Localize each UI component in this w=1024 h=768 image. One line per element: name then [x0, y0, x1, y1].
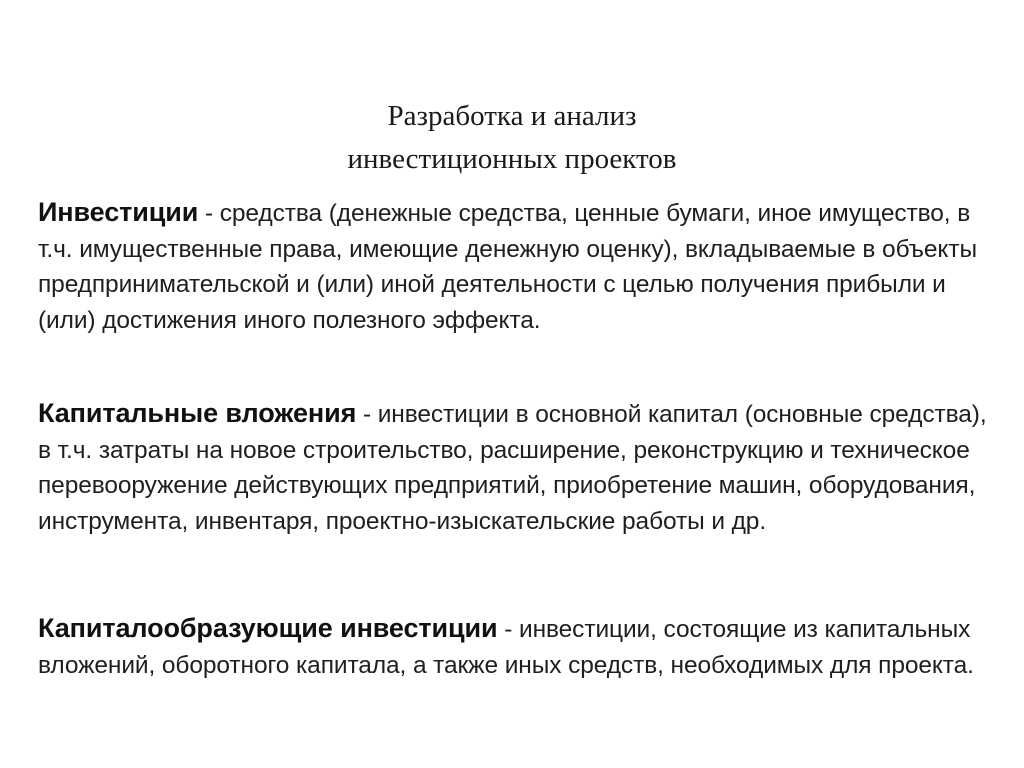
term-capital-forming-investments: Капиталообразующие инвестиции: [38, 613, 498, 643]
term-investments: Инвестиции: [38, 197, 199, 227]
definition-capital-investments: [38, 396, 988, 539]
definition-text-capital-investments: - инвестиции в основной капитал (основные средства), в т.ч. затраты на новое строительство, расширение, реконструкцию и техническое перевооружение действующих предприятий, приобретение машин, оборудования, инструмента, инвентаря, проектно-изыскательские работы и др.: [38, 401, 987, 535]
slide-title: [0, 95, 1024, 181]
definition-investments: [38, 195, 988, 338]
slide-title-line-2: инвестиционных проектов: [347, 143, 677, 175]
definition-capital-forming-investments: [38, 611, 988, 683]
definition-text-investments: - средства (денежные средства, ценные бумаги, иное имущество, в т.ч. имущественные права, имеющие денежную оценку), вкладываемые в объекты предпринимательской и (или) иной деятельности с целью получения прибыли и (или) достижения иного полезного эффекта.: [38, 200, 977, 334]
definition-text-capital-forming-investments: - инвестиции, состоящие из капитальных вложений, оборотного капитала, а также иных средств, необходимых для проекта.: [38, 616, 974, 679]
slide-title-line-1: Разработка и анализ: [387, 100, 637, 132]
term-capital-investments: Капитальные вложения: [38, 398, 357, 428]
